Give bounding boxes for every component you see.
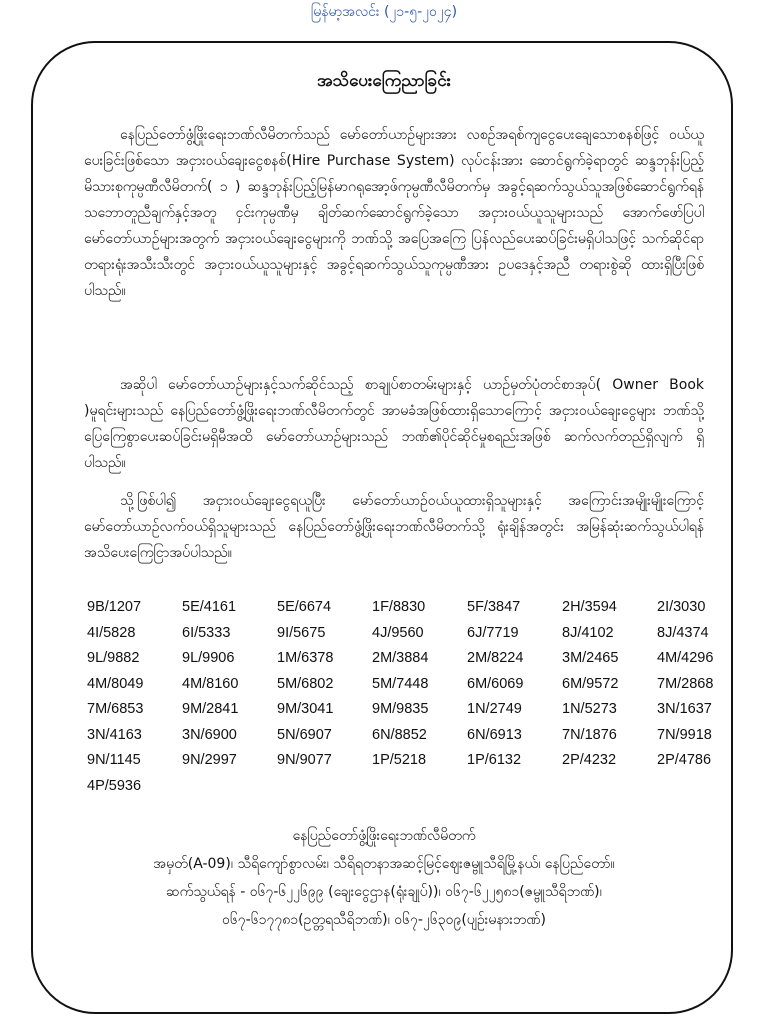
source-citation: မြန်မာ့အလင်း (၂၁-၅-၂၀၂၄) bbox=[310, 4, 458, 20]
footer-address: အမှတ်(A-09)၊ သီရိကျော်စွာလမ်း၊ သီရိရတနာအဆင့်မြင့်ဈေးဇမ္ဗူသီရိမြို့နယ်၊ နေပြည်တော်။ bbox=[153, 856, 615, 872]
vehicle-code: 2H/3594 bbox=[562, 599, 617, 615]
vehicle-code: 5E/6674 bbox=[277, 599, 332, 615]
vehicle-code: 4I/5828 bbox=[87, 624, 136, 641]
vehicle-code: 9M/9835 bbox=[372, 701, 429, 717]
vehicle-code: 4P/5936 bbox=[87, 777, 142, 794]
paragraph-1: နေပြည်တော်ဖွံ့ဖြိုးရေးဘဏ်လီမိတက်သည် မော်တော်ယာဉ်များအား လစဉ်အရစ်ကျငွေပေးချေသောစနစ်ဖြင့် ဝယ်ယူပေးခြင်းဖြစ်သော အငှားဝယ်ချေးငွေစနစ်(Hire Purchase System) လုပ်ငန်းအား ဆောင်ရွက်ခဲ့ရာတွင် ဆန္ဒဘုန်းပြည့်မိသားစုကုမ္ပဏီလီမိတက်( ၁ ) ဆန္ဒဘုန်းပြည့်မြန်မာဂရုအော့ဖ်ကုမ္ပဏီလီမိတက်မှ အခွင့်ရဆက်သွယ်သူအဖြစ်ဆောင်ရွက်ရန် သဘောတူညီချက်နှင့်အတူ ငှင်းကုမ္ပဏီမှ ချိတ်ဆက်ဆောင်ရွက်ခဲ့သော အငှားဝယ်ယူသူများသည် အောက်ဖော်ပြပါမော်တော်ယာဉ်များအတွက် အငှားဝယ်ချေးငွေများကို ဘဏ်သို့ အပြေအကြေ ပြန်လည်ပေးဆပ်ခြင်းမရှိပါသဖြင့် သက်ဆိုင်ရာတရားရုံးအသီးသီးတွင် အငှားဝယ်ယူသူများနှင့် အခွင့်ရဆက်သွယ်သူကုမ္ပဏီအား ဥပဒေနှင့်အညီ တရားစွဲဆို ထားရှိပြီးဖြစ်ပါသည်။ bbox=[84, 127, 704, 299]
vehicle-code: 3N/6900 bbox=[182, 726, 237, 743]
vehicle-code: 5F/3847 bbox=[467, 599, 521, 615]
vehicle-code: 6N/8852 bbox=[372, 726, 427, 743]
vehicle-code: 1N/2749 bbox=[467, 701, 522, 717]
vehicle-code: 5M/6802 bbox=[277, 675, 334, 692]
vehicle-code: 8J/4102 bbox=[562, 624, 614, 641]
vehicle-code: 4M/8160 bbox=[182, 675, 239, 692]
vehicle-code: 1N/5273 bbox=[562, 701, 617, 717]
vehicle-code: 9M/3041 bbox=[277, 701, 334, 717]
vehicle-code: 6M/6069 bbox=[467, 675, 524, 692]
vehicle-code: 3N/4163 bbox=[87, 726, 142, 743]
paragraph-2: အဆိုပါ မော်တော်ယာဉ်များနှင့်သက်ဆိုင်သည့် စာချုပ်စာတမ်းများနှင့် ယာဉ်မှတ်ပုံတင်စာအုပ်( Owner Book )မူရင်းများသည် နေပြည်တော်ဖွံ့ဖြိုးရေးဘဏ်လီမိတက်တွင် အာမခံအဖြစ်ထားရှိသောကြောင့် အငှားဝယ်ချေးငွေများ ဘဏ်သို့ ပြေကြေစွာပေးဆပ်ခြင်းမရှိမီအထိ မော်တော်ယာဉ်များသည် ဘဏ်၏ပိုင်ဆိုင်မှုစရည်းအဖြစ် ဆက်လက်တည်ရှိလျက် ရှိပါသည်။ bbox=[84, 377, 704, 471]
vehicle-code: 5M/7448 bbox=[372, 675, 429, 692]
vehicle-code: 3M/2465 bbox=[562, 650, 619, 666]
vehicle-code: 4M/4296 bbox=[657, 650, 714, 666]
vehicle-code: 2P/4786 bbox=[657, 752, 712, 768]
notice-title: အသိပေးကြေညာခြင်း bbox=[317, 71, 451, 91]
vehicle-code: 9M/2841 bbox=[182, 701, 239, 717]
vehicle-code: 5N/6907 bbox=[277, 726, 332, 743]
paragraph-3: သို့ဖြစ်ပါ၍ အငှားဝယ်ချေးငွေရယူပြီး မော်တော်ယာဉ်ဝယ်ယူထားရှိသူများနှင့် အကြောင်းအမျိုးမျိုးကြောင့် မော်တော်ယာဉ်လက်ဝယ်ရှိသူများသည် နေပြည်တော်ဖွံ့ဖြိုးရေးဘဏ်လီမိတက်သို့ ရုံးချိန်အတွင်း အမြန်ဆုံးဆက်သွယ်ပါရန် အသိပေးကြေငြာအပ်ပါသည်။ bbox=[84, 493, 704, 561]
vehicle-code: 7M/6853 bbox=[87, 701, 144, 717]
footer-org: နေပြည်တော်ဖွံ့ဖြိုးရေးဘဏ်လီမိတက် bbox=[292, 828, 476, 844]
vehicle-code: 1P/6132 bbox=[467, 752, 522, 768]
vehicle-code: 7N/1876 bbox=[562, 726, 617, 743]
vehicle-code: 7N/9918 bbox=[657, 726, 712, 743]
vehicle-code: 1M/6378 bbox=[277, 650, 334, 666]
vehicle-code: 1F/8830 bbox=[372, 599, 426, 615]
vehicle-code: 9B/1207 bbox=[87, 599, 142, 615]
vehicle-code: 4M/8049 bbox=[87, 675, 144, 692]
vehicle-code: 6N/6913 bbox=[467, 726, 522, 743]
footer-contact bbox=[0, 822, 768, 934]
vehicle-code: 2I/3030 bbox=[657, 599, 706, 615]
vehicle-code-grid bbox=[87, 599, 714, 803]
footer-phone-2: ၀၆၇-၆၁၇၇၈၁(ဥတ္တရသီရိဘဏ်)၊ ၀၆၇-၂၆၃၀၉(ပျဉ်းမနားဘဏ်) bbox=[222, 912, 546, 928]
vehicle-code: 6J/7719 bbox=[467, 624, 519, 641]
vehicle-code: 1P/5218 bbox=[372, 752, 427, 768]
vehicle-code: 2M/3884 bbox=[372, 650, 429, 666]
vehicle-code: 9N/1145 bbox=[87, 752, 141, 768]
vehicle-code: 8J/4374 bbox=[657, 624, 709, 641]
vehicle-code: 3N/1637 bbox=[657, 701, 712, 717]
footer-phone-1: ဆက်သွယ်ရန် - ၀၆၇-၆၂၂၆၉၉ (ချေးငွေဌာန(ရုံးချုပ်))၊ ၀၆၇-၆၂၂၅၈၁(ဇမ္ဗူသီရိဘဏ်)၊ bbox=[166, 884, 602, 900]
vehicle-code: 9N/9077 bbox=[277, 752, 332, 768]
vehicle-code: 7M/2868 bbox=[657, 675, 714, 692]
vehicle-code: 9N/2997 bbox=[182, 752, 237, 768]
vehicle-code: 9L/9882 bbox=[87, 650, 140, 666]
vehicle-code: 6M/9572 bbox=[562, 675, 619, 692]
vehicle-code: 2P/4232 bbox=[562, 752, 617, 768]
vehicle-code: 9L/9906 bbox=[182, 650, 235, 666]
vehicle-code: 2M/8224 bbox=[467, 650, 524, 666]
vehicle-code: 5E/4161 bbox=[182, 599, 237, 615]
vehicle-code: 4J/9560 bbox=[372, 624, 424, 641]
vehicle-code: 9I/5675 bbox=[277, 624, 326, 641]
vehicle-code: 6I/5333 bbox=[182, 624, 231, 641]
